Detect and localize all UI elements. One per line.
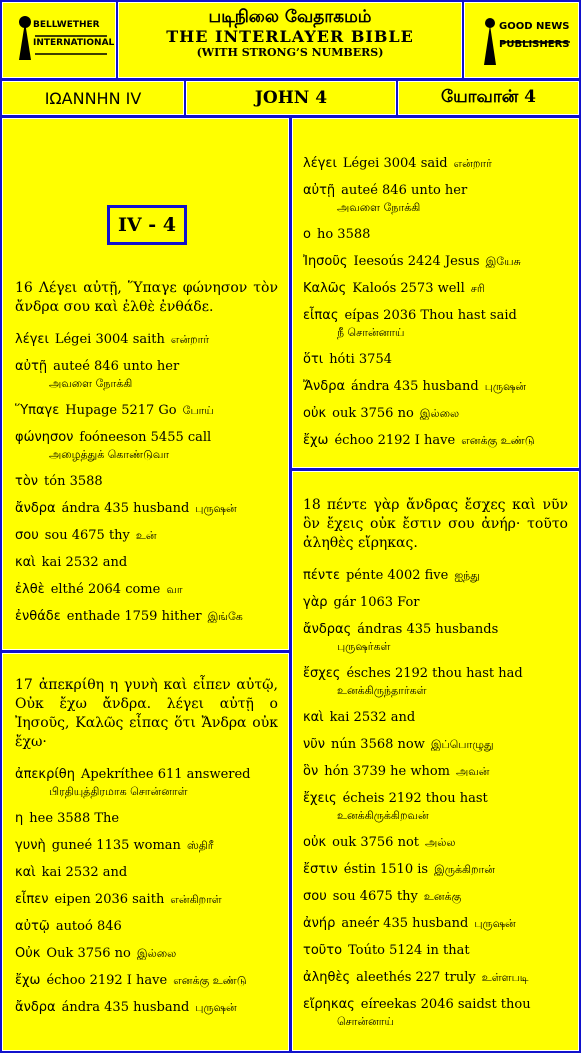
title-english: THE INTERLAYER BIBLE (166, 27, 414, 46)
word-entry (15, 945, 278, 962)
transliteration-gloss: Apekríthee 611 answered (80, 767, 251, 782)
word-entry (303, 351, 568, 368)
tamil-gloss: புருஷர்கள் (337, 640, 391, 653)
tamil-gloss: புருஷன் (484, 380, 527, 393)
word-entry (303, 942, 568, 959)
tamil-gloss: சொன்னாய் (337, 1015, 394, 1028)
verse-greek: ἀπεκρίθη η γυνὴ καὶ εἶπεν αὐτῷ, Οὐκ ἔχω ἄνδρα. λέγει αὐτῇ ο Ἰησοῦς, Καλῶς εἶπας ὅτι Ἄνδρα οὐκ ἔχω· (15, 677, 278, 750)
word-entry (303, 307, 568, 341)
greek-word: ὅτι (303, 352, 324, 367)
transliteration-gloss: ándra 435 husband (351, 379, 479, 394)
transliteration-gloss: ouk 3756 no (332, 406, 414, 421)
bellwether-logo (2, 2, 116, 78)
tamil-gloss: அவளை நோக்கி (337, 201, 421, 214)
tamil-gloss: அழைத்துக் கொண்டுவா (49, 448, 170, 461)
greek-word: ἔχω (15, 973, 41, 988)
word-entry (15, 864, 278, 881)
word-entry (15, 554, 278, 571)
tamil-gloss: அவளை நோக்கி (49, 377, 133, 390)
title-subtitle: (WITH STRONG’S NUMBERS) (196, 46, 384, 59)
transliteration-gloss: ouk 3756 not (332, 835, 419, 850)
word-entry (303, 155, 568, 172)
word-entry (15, 581, 278, 598)
tamil-gloss: போய் (182, 404, 214, 417)
word-entry (303, 621, 568, 655)
word-entry (15, 473, 278, 490)
greek-word: ἔσχες (303, 666, 341, 681)
logo-left-line1: BELLWETHER (33, 20, 100, 30)
greek-word: Καλῶς (303, 281, 347, 296)
transliteration-gloss: kai 2532 and (41, 865, 128, 880)
transliteration-gloss: nún 3568 now (331, 737, 425, 752)
transliteration-gloss: ándra 435 husband (61, 501, 190, 516)
tamil-gloss: புருஷன் (195, 502, 237, 515)
transliteration-gloss: elthé 2064 come (50, 582, 161, 597)
word-entry (303, 405, 568, 422)
tamil-gloss: புருஷன் (195, 1001, 237, 1014)
word-entry (303, 969, 568, 986)
greek-word: η (15, 811, 24, 826)
greek-word: τοῦτο (303, 943, 343, 958)
goodnews-logo (464, 2, 579, 78)
greek-word: λέγει (303, 156, 337, 171)
greek-word: γὰρ (303, 595, 328, 610)
tamil-gloss: அல்ல (425, 836, 456, 849)
word-entry (303, 915, 568, 932)
transliteration-gloss: hón 3739 he whom (324, 764, 450, 779)
word-entry (303, 280, 568, 297)
tamil-gloss: உனக்கிருந்தார்கள் (337, 684, 427, 697)
word-entry (15, 810, 278, 827)
transliteration-gloss: ándras 435 husbands (357, 622, 499, 637)
verse-text (303, 496, 568, 553)
transliteration-gloss: aneér 435 husband (341, 916, 469, 931)
logo-right-line2: PUBLISHERS (499, 39, 570, 50)
transliteration-gloss: Ieesoús 2424 Jesus (353, 254, 480, 269)
greek-word: εἶπεν (15, 892, 49, 907)
tamil-gloss: என்றார் (453, 157, 492, 170)
word-entry (303, 763, 568, 780)
transliteration-gloss: foóneeson 5455 call (79, 430, 212, 445)
verse-number: 16 (15, 280, 33, 296)
word-entry (15, 766, 278, 800)
greek-word: ἄνδρα (15, 501, 56, 516)
tamil-gloss: புருஷன் (474, 917, 516, 930)
transliteration-gloss: échoo 2192 I have (46, 973, 168, 988)
greek-word: οὐκ (303, 835, 327, 850)
word-entry (15, 972, 278, 989)
transliteration-gloss: eipen 2036 saith (54, 892, 165, 907)
transliteration-gloss: Kaloós 2573 well (352, 281, 465, 296)
transliteration-gloss: guneé 1135 woman (51, 838, 181, 853)
right-panel-verse-18 (292, 471, 579, 1051)
word-entry (15, 500, 278, 517)
transliteration-gloss: eíreekas 2046 saidst thou (360, 997, 531, 1012)
word-entry (303, 736, 568, 753)
transliteration-gloss: Légei 3004 saith (54, 332, 165, 347)
word-entry (15, 527, 278, 544)
word-entry (303, 888, 568, 905)
transliteration-gloss: hóti 3754 (329, 352, 392, 367)
word-entry (15, 608, 278, 625)
transliteration-gloss: ándra 435 husband (61, 1000, 190, 1015)
greek-word: καὶ (15, 865, 36, 880)
greek-word: σου (303, 889, 327, 904)
transliteration-gloss: tón 3588 (44, 474, 103, 489)
greek-word: αὐτῷ (15, 919, 50, 934)
greek-word: ὃν (303, 764, 319, 779)
word-entry (303, 594, 568, 611)
transliteration-gloss: Toúto 5124 in that (348, 943, 470, 958)
greek-word: ἔχω (303, 433, 329, 448)
transliteration-gloss: ho 3588 (316, 227, 371, 242)
verse-greek: Λέγει αὐτῇ, Ὕπαγε φώνησον τὸν ἄνδρα σου καὶ ἐλθὲ ἐνθάδε. (15, 280, 278, 315)
tamil-gloss: இங்கே (207, 610, 243, 623)
tamil-gloss: இயேசு (485, 255, 521, 268)
transliteration-gloss: Hupage 5217 Go (65, 403, 177, 418)
transliteration-gloss: éstin 1510 is (343, 862, 429, 877)
word-entry (15, 999, 278, 1016)
transliteration-gloss: auteé 846 unto her (53, 359, 180, 374)
greek-word: ἐνθάδε (15, 609, 61, 624)
tamil-gloss: உனக்கிருக்கிறவன் (337, 809, 429, 822)
transliteration-gloss: auteé 846 unto her (341, 183, 468, 198)
transliteration-gloss: écheis 2192 thou hast (342, 791, 488, 806)
ref-tamil: யோவான் 4 (398, 81, 579, 115)
word-entry (15, 837, 278, 854)
transliteration-gloss: hee 3588 The (29, 811, 120, 826)
verse-greek: πέντε γὰρ ἄνδρας ἔσχες καὶ νῦν ὃν ἔχεις οὐκ ἔστιν σου ἀνήρ· τοῦτο ἀληθὲς εἴρηκας. (303, 497, 568, 551)
greek-word: οὐκ (303, 406, 327, 421)
transliteration-gloss: sou 4675 thy (332, 889, 418, 904)
tamil-gloss: என்றார் (170, 333, 210, 346)
transliteration-gloss: aleethés 227 truly (356, 970, 476, 985)
tamil-gloss: சரி (470, 282, 485, 295)
logo-right-line1: GOOD NEWS (499, 21, 570, 32)
word-entry (303, 709, 568, 726)
ref-greek: ΙΩΑΝΝΗΝ IV (2, 81, 184, 115)
tamil-gloss: எனக்கு உண்டு (173, 974, 247, 987)
word-entry (15, 402, 278, 419)
transliteration-gloss: kai 2532 and (41, 555, 128, 570)
transliteration-gloss: Ouk 3756 no (46, 946, 131, 961)
tamil-gloss: எனக்கு உண்டு (461, 434, 535, 447)
greek-word: ο (303, 227, 311, 242)
word-entry (303, 665, 568, 699)
greek-word: σου (15, 528, 39, 543)
greek-word: ἐλθὲ (15, 582, 45, 597)
greek-word: αὐτῇ (303, 183, 336, 198)
greek-word: γυνὴ (15, 838, 46, 853)
tamil-gloss: அவன் (456, 765, 490, 778)
word-entry (15, 918, 278, 935)
tamil-gloss: பிரதியுத்திரமாக சொன்னாள் (49, 785, 188, 798)
greek-word: Ἰησοῦς (303, 254, 348, 269)
word-entry (303, 378, 568, 395)
tamil-gloss: இப்பொழுது (430, 738, 494, 751)
transliteration-gloss: Légei 3004 said (342, 156, 448, 171)
transliteration-gloss: échoo 2192 I have (334, 433, 456, 448)
tamil-gloss: ஸ்திரீ (186, 839, 214, 852)
greek-word: ἀληθὲς (303, 970, 351, 985)
word-entry (303, 226, 568, 243)
tamil-gloss: வா (166, 583, 183, 596)
tamil-gloss: என்கிறாள் (170, 893, 222, 906)
greek-word: ἔστιν (303, 862, 338, 877)
greek-word: ἀπεκρίθη (15, 767, 75, 782)
word-entry (15, 358, 278, 392)
word-entry (303, 432, 568, 449)
transliteration-gloss: ésches 2192 thou hast had (346, 666, 523, 681)
greek-word: ἀνήρ (303, 916, 336, 931)
tamil-gloss: இருக்கிறான் (434, 863, 495, 876)
transliteration-gloss: enthade 1759 hither (66, 609, 202, 624)
greek-word: αὐτῇ (15, 359, 48, 374)
logo-left-line2: INTERNATIONAL (33, 38, 115, 48)
tamil-gloss: இல்லை (419, 407, 460, 420)
greek-word: ἄνδρας (303, 622, 352, 637)
greek-word: λέγει (15, 332, 49, 347)
transliteration-gloss: sou 4675 thy (44, 528, 130, 543)
tamil-gloss: ஐந்து (454, 569, 480, 582)
greek-word: ἄνδρα (15, 1000, 56, 1015)
chapter-badge: IV - 4 (107, 205, 187, 245)
greek-word: νῦν (303, 737, 326, 752)
greek-word: τὸν (15, 474, 39, 489)
transliteration-gloss: eípas 2036 Thou hast said (344, 308, 517, 323)
ref-english: JOHN 4 (186, 81, 396, 115)
transliteration-gloss: kai 2532 and (329, 710, 416, 725)
title-block (118, 2, 462, 78)
greek-word: καὶ (15, 555, 36, 570)
word-entry (15, 891, 278, 908)
tamil-gloss: உன் (135, 529, 157, 542)
greek-word: πέντε (303, 568, 340, 583)
verse-text (15, 279, 278, 317)
tamil-gloss: இல்லை (136, 947, 177, 960)
left-panel-verse-17 (2, 653, 289, 1051)
verse-number: 17 (15, 677, 33, 693)
word-entry (303, 253, 568, 270)
transliteration-gloss: autoó 846 (55, 919, 122, 934)
word-entry (303, 861, 568, 878)
tamil-gloss: நீ சொன்னாய் (337, 326, 405, 339)
word-entry (303, 790, 568, 824)
greek-word: Ἄνδρα (303, 379, 346, 394)
greek-word: εἴρηκας (303, 997, 355, 1012)
word-entry (15, 429, 278, 463)
greek-word: εἶπας (303, 308, 339, 323)
greek-word: Ὕπαγε (15, 403, 60, 418)
transliteration-gloss: pénte 4002 five (345, 568, 449, 583)
greek-word: καὶ (303, 710, 324, 725)
greek-word: ἔχεις (303, 791, 337, 806)
greek-word: Οὐκ (15, 946, 41, 961)
left-panel-verse-16 (2, 118, 289, 650)
greek-word: φώνησον (15, 430, 74, 445)
verse-text (15, 676, 278, 752)
word-entry (15, 331, 278, 348)
tamil-gloss: உனக்கு (423, 890, 462, 903)
verse-number: 18 (303, 497, 321, 513)
title-tamil: படிநிலை வேதாகமம் (208, 7, 372, 27)
word-entry (303, 996, 568, 1030)
tamil-gloss: உள்ளபடி (481, 971, 529, 984)
word-entry (303, 567, 568, 584)
right-panel-verse-17-cont (292, 118, 579, 468)
word-entry (303, 182, 568, 216)
word-entry (303, 834, 568, 851)
transliteration-gloss: gár 1063 For (333, 595, 420, 610)
